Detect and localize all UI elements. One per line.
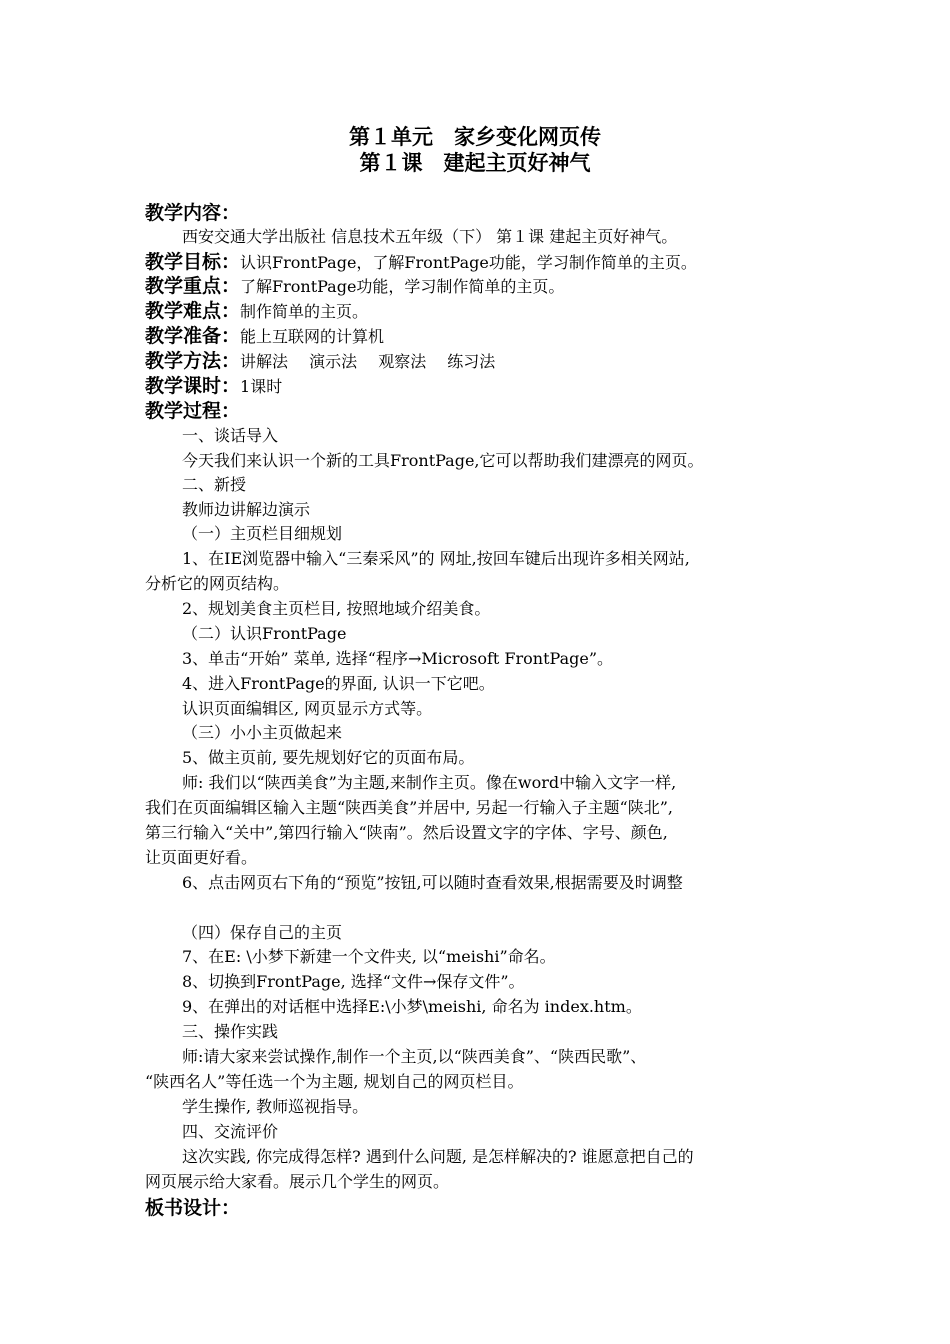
- goal-label: 教学目标：: [145, 251, 241, 273]
- process-line: “陕西名人”等任选一个为主题, 规划自己的网页栏目。: [145, 1072, 524, 1091]
- process-line: 学生操作, 教师巡视指导。: [182, 1097, 369, 1116]
- goal-section: [145, 250, 697, 276]
- difficulty-text: 制作简单的主页。: [240, 302, 369, 321]
- process-line: 网页展示给大家看。展示几个学生的网页。: [145, 1172, 450, 1191]
- process-line: 让页面更好看。: [145, 848, 258, 867]
- unit-title: 第１单元 家乡变化网页传: [349, 125, 601, 149]
- process-line: 二、新授: [182, 475, 247, 494]
- prep-label: 教学准备：: [145, 325, 241, 347]
- prep-section: [145, 324, 384, 350]
- board-label: 板书设计：: [145, 1197, 241, 1219]
- process-line: 我们在页面编辑区输入主题“陕西美食”并居中, 另起一行输入子主题“陕北”,: [145, 798, 673, 817]
- focus-section: [145, 274, 564, 300]
- prep-text: 能上互联网的计算机: [240, 327, 385, 346]
- process-line: 四、交流评价: [182, 1122, 279, 1141]
- method-text: 讲解法 演示法 观察法 练习法: [240, 352, 496, 371]
- process-line: 这次实践, 你完成得怎样? 遇到什么问题, 是怎样解决的? 谁愿意把自己的: [182, 1147, 694, 1166]
- process-line: 一、谈话导入: [182, 426, 279, 445]
- process-line: 2、规划美食主页栏目, 按照地域介绍美食。: [182, 599, 491, 618]
- content-label: 教学内容：: [145, 202, 241, 224]
- process-line: 7、在E: \小梦下新建一个文件夹, 以“meishi”命名。: [182, 947, 556, 966]
- content-heading: [145, 201, 240, 227]
- process-line: 三、操作实践: [182, 1022, 279, 1041]
- hours-text: 1课时: [240, 377, 283, 396]
- process-label: 教学过程：: [145, 400, 241, 422]
- process-line: 4、进入FrontPage的界面, 认识一下它吧。: [182, 674, 495, 693]
- method-label: 教学方法：: [145, 350, 241, 372]
- process-line: （四）保存自己的主页: [182, 923, 343, 942]
- hours-section: [145, 374, 282, 400]
- process-line: 教师边讲解边演示: [182, 500, 311, 519]
- method-section: [145, 349, 495, 375]
- process-line: 第三行输入“关中”,第四行输入“陕南”。然后设置文字的字体、字号、颜色,: [145, 823, 668, 842]
- process-line: （二）认识FrontPage: [182, 624, 347, 643]
- process-heading: [145, 399, 240, 425]
- process-line: 今天我们来认识一个新的工具FrontPage,它可以帮助我们建漂亮的网页。: [182, 451, 704, 470]
- process-line: （一）主页栏目细规划: [182, 524, 343, 543]
- process-line: 6、点击网页右下角的“预览”按钮,可以随时查看效果,根据需要及时调整: [182, 873, 683, 892]
- process-line: 8、切换到FrontPage, 选择“文件→保存文件”。: [182, 972, 525, 991]
- process-line: 分析它的网页结构。: [145, 574, 290, 593]
- process-line: 师:请大家来尝试操作,制作一个主页,以“陕西美食”、“陕西民歌”、: [182, 1047, 647, 1066]
- board-heading: [145, 1196, 240, 1222]
- goal-text: 认识FrontPage，了解FrontPage功能，学习制作简单的主页。: [240, 253, 697, 272]
- process-line: 3、单击“开始” 菜单, 选择“程序→Microsoft FrontPage”。: [182, 649, 614, 668]
- focus-label: 教学重点：: [145, 275, 241, 297]
- process-line: 认识页面编辑区, 网页显示方式等。: [182, 699, 433, 718]
- process-line: 师: 我们以“陕西美食”为主题,来制作主页。像在word中输入文字一样,: [182, 773, 677, 792]
- process-line: （三）小小主页做起来: [182, 723, 343, 742]
- lesson-title: 第１课 建起主页好神气: [359, 151, 591, 175]
- process-line: 9、在弹出的对话框中选择E:\小梦\meishi, 命名为 index.htm。: [182, 997, 642, 1016]
- focus-text: 了解FrontPage功能，学习制作简单的主页。: [240, 277, 565, 296]
- content-text: 西安交通大学出版社 信息技术五年级（下） 第１课 建起主页好神气。: [182, 227, 678, 246]
- difficulty-section: [145, 299, 368, 325]
- hours-label: 教学课时：: [145, 375, 241, 397]
- process-line: 5、做主页前, 要先规划好它的页面布局。: [182, 748, 475, 767]
- process-line: 1、在IE浏览器中输入“三秦采风”的 网址,按回车键后出现许多相关网站,: [182, 549, 690, 568]
- difficulty-label: 教学难点：: [145, 300, 241, 322]
